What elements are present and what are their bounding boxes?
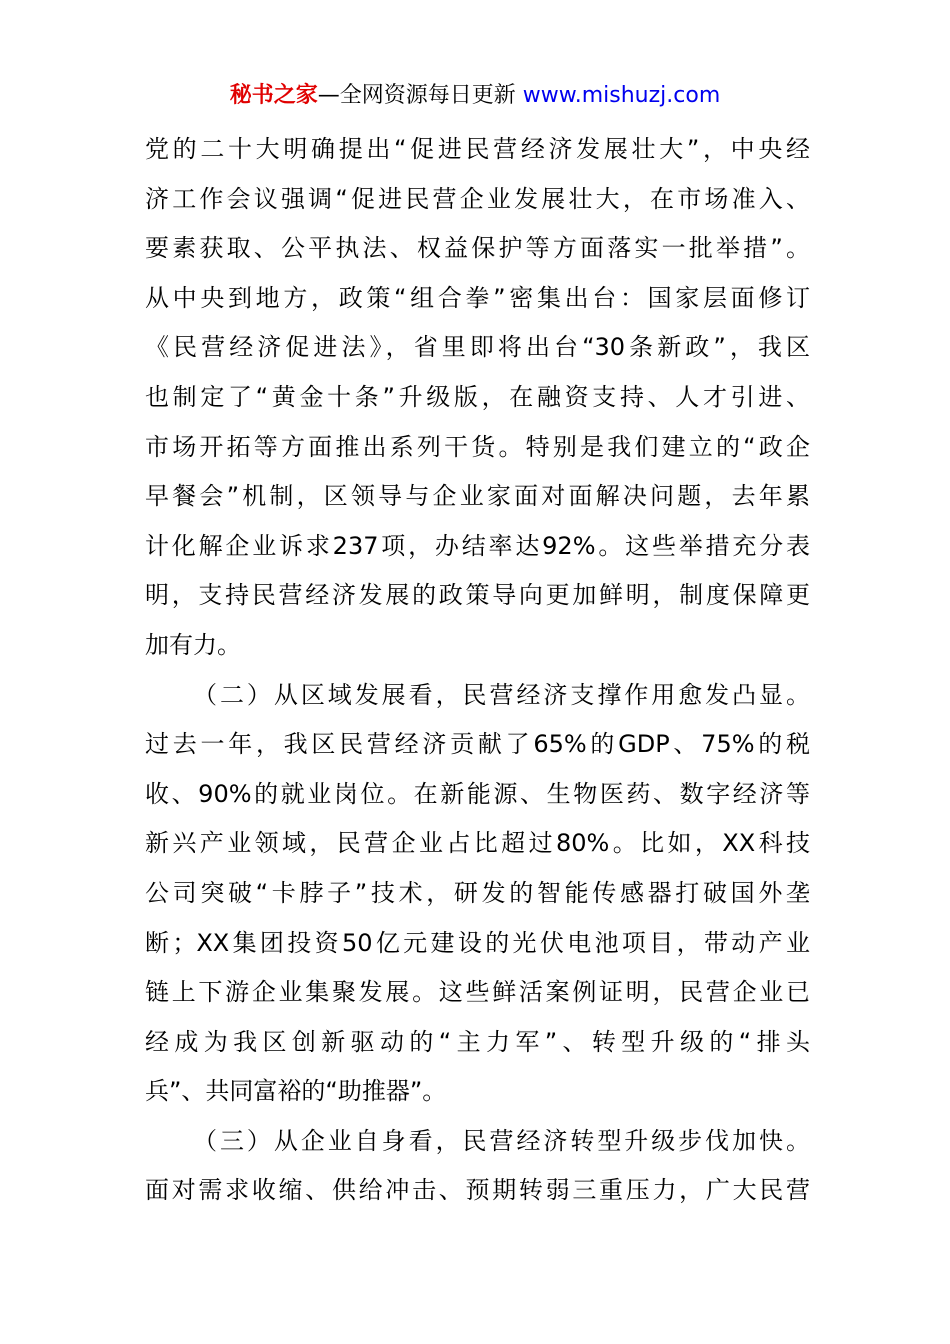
text-line: 《民营经济促进法》，省里即将出台“30条新政”，我区 (145, 333, 810, 362)
section-heading: （二）从区域发展看，民营经济支撑作用愈发凸显。 (193, 680, 810, 709)
text-line: 明，支持民营经济发展的政策导向更加鲜明，制度保障更 (145, 581, 810, 610)
text-line: 从中央到地方，政策“组合拳”密集出台：国家层面修订 (145, 283, 810, 312)
text-line: 断；XX集团投资50亿元建设的光伏电池项目，带动产业 (145, 928, 810, 957)
text-line: 过去一年，我区民营经济贡献了65%的GDP、75%的税 (145, 730, 810, 759)
site-header (0, 80, 950, 112)
text-line: 加有力。 (145, 630, 241, 659)
site-brand: 秘书之家 (229, 83, 318, 108)
text-line: 面对需求收缩、供给冲击、预期转弱三重压力，广大民营 (145, 1176, 810, 1205)
text-line: 市场开拓等方面推出系列干货。特别是我们建立的“政企 (145, 432, 810, 461)
document-body (145, 125, 810, 1216)
text-line: 收、90%的就业岗位。在新能源、生物医药、数字经济等 (145, 779, 810, 808)
text-line: 早餐会”机制，区领导与企业家面对面解决问题，去年累 (145, 482, 810, 511)
text-line: 党的二十大明确提出“促进民营经济发展壮大”，中央经 (145, 135, 810, 163)
text-line: 计化解企业诉求237项，办结率达92%。这些举措充分表 (145, 531, 810, 560)
text-line: 要素获取、公平执法、权益保护等方面落实一批举措”。 (145, 234, 810, 263)
text-line: 链上下游企业集聚发展。这些鲜活案例证明，民营企业已 (145, 978, 810, 1007)
section-heading: （三）从企业自身看，民营经济转型升级步伐加快。 (193, 1126, 810, 1155)
text-line: 新兴产业领域，民营企业占比超过80%。比如，XX科技 (145, 829, 810, 858)
text-line: 济工作会议强调“促进民营企业发展壮大，在市场准入、 (145, 184, 810, 213)
text-line: 经成为我区创新驱动的“主力军”、转型升级的“排头 (145, 1027, 810, 1056)
text-line: 也制定了“黄金十条”升级版，在融资支持、人才引进、 (145, 382, 810, 411)
text-line: 兵”、共同富裕的“助推器”。 (145, 1077, 447, 1106)
text-line: 公司突破“卡脖子”技术，研发的智能传感器打破国外垄 (145, 878, 810, 907)
site-url-link[interactable]: www.mishuzj.com (522, 83, 721, 108)
site-tagline: —全网资源每日更新 (317, 83, 516, 108)
